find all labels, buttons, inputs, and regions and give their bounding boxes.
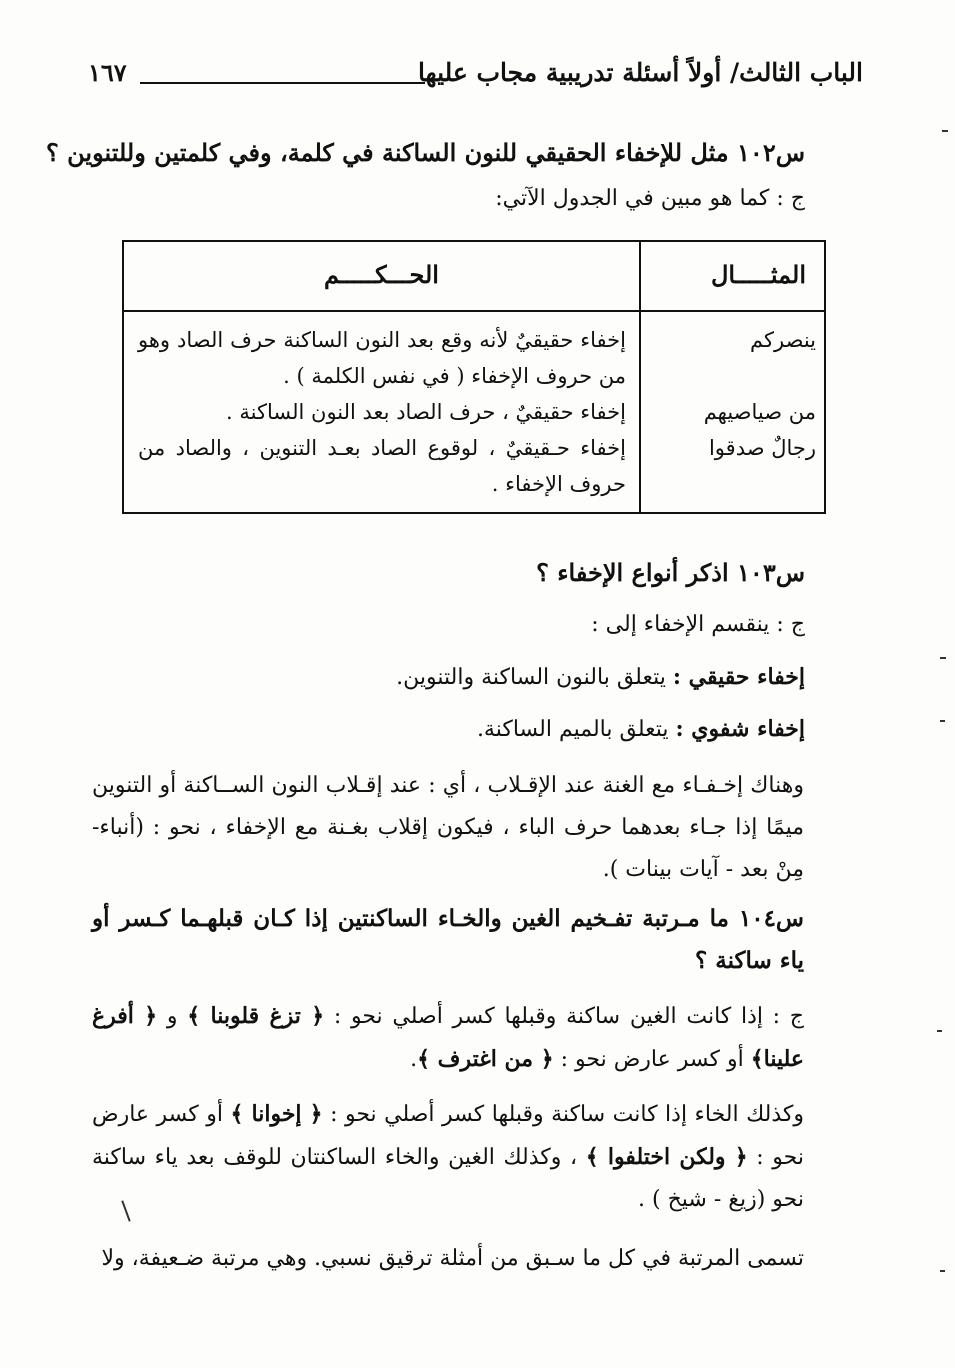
scan-mark bbox=[937, 1030, 942, 1032]
question-104: س١٠٤ ما مـرتبة تفـخيم الغين والخـاء الساكنتين إذا كـان قبلهـما كـسر أو ياء ساكنة ؟ bbox=[92, 905, 804, 974]
iqlab-note: وهناك إخـفـاء مع الغنة عند الإقـلاب ، أي : عند إقـلاب النون الســاكنة أو التنوين ميمًا إذا جـاء بعدهما حرف الباء ، فيكون إقلاب بغـنة مع الإخفاء ، نحو : (أنباء- مِنْ بعد - آيات بينات ). bbox=[92, 773, 804, 882]
type-label: إخفاء حقيقي : bbox=[672, 664, 805, 690]
ruling-text: إخفاء حقيقيٌ لأنه وقع بعد النون الساكنة حرف الصاد وهو من حروف الإخفاء ( في نفس الكلمة ) . bbox=[138, 328, 626, 388]
scan-mark bbox=[940, 657, 946, 659]
type-text: يتعلق بالميم الساكنة. bbox=[476, 717, 669, 742]
ruling-text: إخفاء حقيقيٌ ، حرف الصاد بعد النون الساكنة . bbox=[226, 400, 626, 424]
table-column-divider bbox=[639, 242, 641, 512]
quran-quote: ﴿ إخوانا ﴾ bbox=[230, 1101, 323, 1127]
answer-text: أو كسر عارض نحو : bbox=[92, 1102, 804, 1170]
question-103: س١٠٣ اذكر أنواع الإخفاء ؟ bbox=[536, 558, 805, 587]
table-examples-cell bbox=[646, 322, 816, 466]
hidden-type-labial bbox=[477, 716, 805, 742]
type-text: يتعلق بالنون الساكنة والتنوين. bbox=[396, 665, 666, 690]
table-header-ruling: الحـــكـــــم bbox=[324, 260, 439, 289]
scan-mark bbox=[942, 130, 948, 132]
scan-mark bbox=[940, 1270, 945, 1272]
answer-102: ج : كما هو مبين في الجدول الآتي: bbox=[495, 186, 805, 211]
answer-text: ج : إذا كانت الغين ساكنة وقبلها كسر أصلي نحو : bbox=[333, 1004, 805, 1029]
table-header-divider bbox=[124, 310, 824, 312]
examples-table bbox=[122, 240, 826, 514]
scan-mark bbox=[940, 720, 945, 722]
answer-text: أو كسر عارض نحو : bbox=[560, 1047, 744, 1072]
quran-quote: ﴿ أفرغ علينا﴾ bbox=[92, 1003, 804, 1072]
example-spacer bbox=[646, 358, 816, 394]
answer-text: وكذلك الخاء إذا كانت ساكنة وقبلها كسر أصلي نحو : bbox=[330, 1102, 804, 1127]
answer-103: ج : ينقسم الإخفاء إلى : bbox=[591, 612, 805, 637]
quran-quote: ﴿ تزغ قلوبنا ﴾ bbox=[187, 1003, 325, 1029]
answer-104-part1 bbox=[92, 995, 804, 1081]
table-rulings-cell bbox=[138, 322, 626, 502]
header-rule bbox=[140, 82, 425, 84]
answer-104-part2 bbox=[92, 1093, 804, 1221]
answer-text: . bbox=[410, 1047, 418, 1072]
closing-line: تسمى المرتبة في كل ما سـبق من أمثلة ترقيق نسبي. وهي مرتبة ضـعيفة، ولا bbox=[101, 1246, 804, 1271]
table-header-example: المثـــــال bbox=[710, 260, 806, 289]
page-number: ١٦٧ bbox=[88, 58, 127, 87]
example-word: ينصركم bbox=[750, 328, 816, 352]
type-label: إخفاء شفوي : bbox=[675, 716, 805, 742]
chapter-header-title: الباب الثالث/ أولاً أسئلة تدريبية مجاب عليها bbox=[417, 58, 863, 87]
answer-text: و bbox=[166, 1004, 178, 1029]
question-102: س١٠٢ مثل للإخفاء الحقيقي للنون الساكنة في كلمة، وفي كلمتين وللتنوين ؟ bbox=[46, 138, 805, 167]
example-word: من صياصيهم bbox=[703, 400, 816, 424]
hidden-type-real bbox=[396, 664, 805, 690]
quran-quote: ﴿ من اغترف ﴾ bbox=[417, 1046, 554, 1072]
quran-quote: ﴿ ولكن اختلفوا ﴾ bbox=[585, 1144, 748, 1170]
ruling-text: إخفاء حـقيقيٌ ، لوقوع الصاد بعـد التنوين ، والصاد من حروف الإخفاء . bbox=[138, 436, 626, 496]
example-word: رجالٌ صدقوا bbox=[708, 436, 816, 460]
answer-text: ، وكذلك الغين والخاء الساكنتان للوقف بعد ياء ساكنة نحو (زيغ - شيخ ) . bbox=[92, 1145, 804, 1212]
